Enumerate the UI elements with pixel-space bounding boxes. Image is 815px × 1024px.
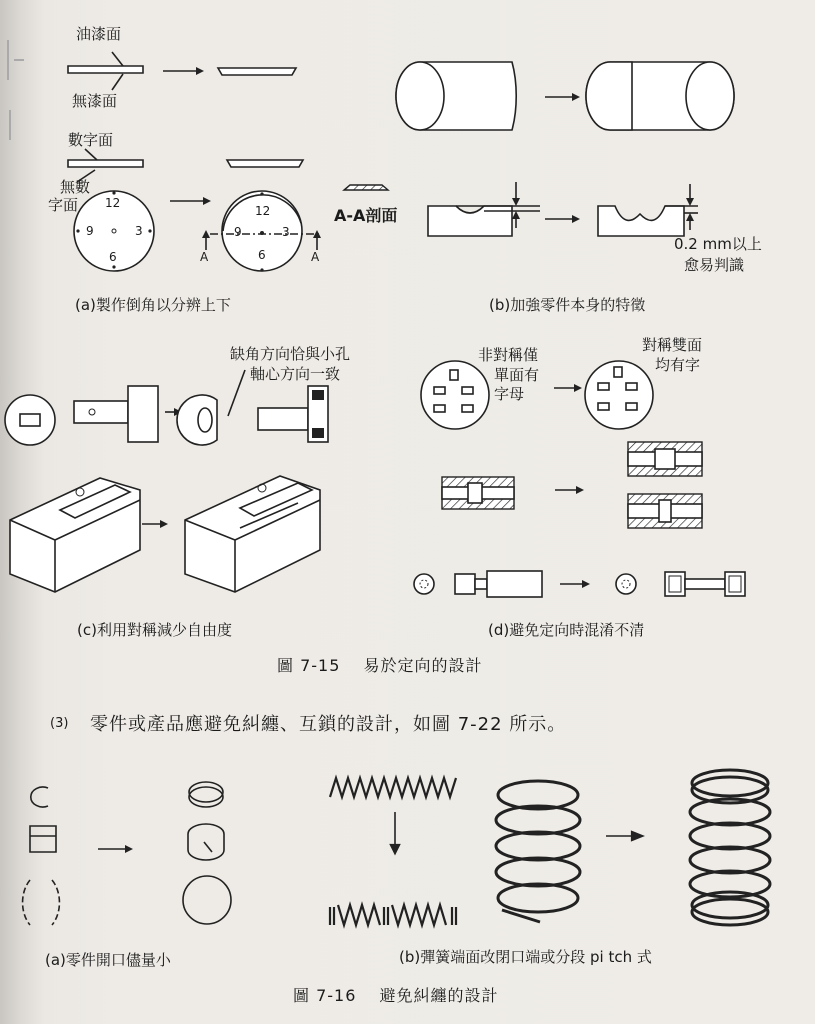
body-item-number: (3): [50, 716, 69, 731]
note-c-line1: 缺角方向恰與小孔: [230, 345, 351, 363]
fig716-b-drawing: [330, 770, 770, 925]
caption-7-16a: (a)零件開口儘量小: [45, 951, 171, 969]
dial-after-12: 12: [255, 204, 271, 218]
sym-line2: 均有字: [655, 356, 701, 374]
section-hatch: [344, 185, 388, 190]
section-marker-left: A: [200, 250, 209, 264]
caption-7-15d: (d)避免定向時混淆不清: [488, 621, 645, 639]
dial-before-3: 3: [135, 224, 143, 238]
asym-line2: 單面有: [494, 366, 540, 384]
plate-after: [218, 68, 296, 75]
dimension-note: 愈易判識: [684, 256, 745, 274]
section-marker-right: A: [311, 250, 320, 264]
panel-d-drawing: [414, 361, 745, 597]
asym-line1: 非對稱僅: [478, 346, 539, 364]
section-label: A-A剖面: [334, 206, 398, 225]
caption-7-15c: (c)利用對稱減少自由度: [77, 621, 232, 639]
figure-caption-7-15: 圖 7-15 易於定向的設計: [277, 656, 483, 675]
dimension-value: 0.2 mm以上: [674, 235, 762, 253]
label-no-digit-2: 字面: [48, 196, 79, 214]
panel-c-drawing: [5, 370, 328, 592]
caption-7-16b: (b)彈簧端面改閉口端或分段 pi tch 式: [399, 948, 652, 966]
caption-7-15b: (b)加強零件本身的特徵: [489, 296, 646, 314]
fig716-a-drawing: [23, 782, 231, 925]
caption-7-15a: (a)製作倒角以分辨上下: [75, 296, 231, 314]
dial-after-6: 6: [258, 248, 266, 262]
plate-before: [68, 66, 143, 73]
label-painted-surface: 油漆面: [76, 25, 122, 43]
page-edge-marks: [8, 40, 24, 140]
panel-b-drawing: [396, 62, 734, 236]
dial-before-6: 6: [109, 250, 117, 264]
dial-after-9: 9: [234, 225, 242, 239]
label-digit-face: 數字面: [68, 131, 114, 149]
label-unpainted-surface: 無漆面: [72, 92, 118, 110]
figure-caption-7-16: 圖 7-16 避免糾纏的設計: [293, 986, 499, 1005]
panel-a-drawing: [68, 52, 388, 272]
dial-before-9: 9: [86, 224, 94, 238]
note-c-line2: 軸心方向一致: [250, 365, 341, 383]
label-no-digit-1: 無數: [60, 178, 91, 196]
asym-line3: 字母: [494, 385, 525, 403]
dial-after-3: 3: [282, 225, 290, 239]
body-paragraph: 零件或產品應避免糾纏、互鎖的設計，如圖 7-22 所示。: [90, 714, 567, 735]
dial-before-12: 12: [105, 196, 121, 210]
sym-line1: 對稱雙面: [642, 336, 703, 354]
